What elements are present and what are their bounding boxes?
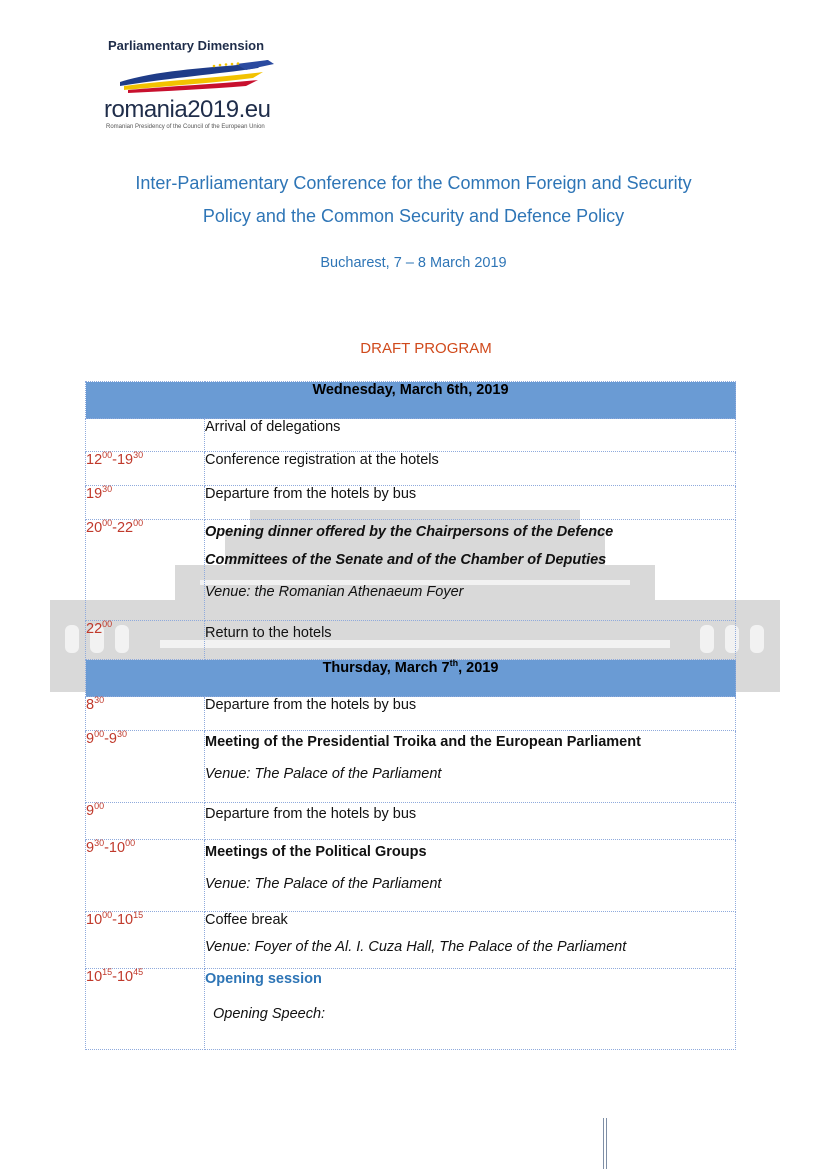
table-row (86, 486, 736, 520)
page-footer-divider (603, 1118, 607, 1169)
program-table (85, 381, 736, 1050)
day-header-row (86, 660, 736, 697)
event-cell (205, 912, 736, 969)
event-cell (205, 969, 736, 1050)
time-cell: $9^{00}$ (86, 803, 205, 840)
event-title: Meetings of the Political Groups (205, 844, 427, 860)
time-cell: $12^{00}-19^{30}$ (86, 452, 205, 486)
table-row (86, 520, 736, 621)
logo-main-text: romania2019.eu (104, 96, 271, 123)
opening-speech-label: Opening Speech: (213, 1006, 326, 1022)
day-header-row (86, 382, 736, 419)
event-cell (205, 731, 736, 803)
table-row (86, 912, 736, 969)
table-row (86, 621, 736, 660)
time-cell: $20^{00}-22^{00}$ (86, 520, 205, 621)
event-cell: Arrival of delegations (205, 419, 736, 452)
table-row (86, 969, 736, 1050)
event-cell (205, 520, 736, 621)
conference-title-line1: Inter-Parliamentary Conference for the Common Foreign and Security (135, 173, 692, 193)
table-row (86, 731, 736, 803)
table-row (86, 697, 736, 731)
event-cell (205, 840, 736, 912)
event-venue: Venue: The Palace of the Parliament (205, 766, 442, 782)
time-cell: $9^{00}-9^{30}$ (86, 731, 205, 803)
event-venue: Venue: Foyer of the Al. I. Cuza Hall, The Palace of the Parliament (205, 939, 627, 955)
event-title-line: Opening dinner offered by the Chairpersons of the Defence (205, 524, 614, 540)
table-row (86, 803, 736, 840)
conference-title-line2: Policy and the Common Security and Defence Policy (202, 206, 625, 226)
day-heading: Wednesday, March 6th, 2019 (86, 382, 736, 419)
table-row (86, 840, 736, 912)
time-cell: $22^{00}$ (86, 621, 205, 660)
flag-swoosh-icon (118, 58, 278, 94)
event-venue: Venue: the Romanian Athenaeum Foyer (205, 584, 464, 600)
conference-location-date: Bucharest, 7 – 8 March 2019 (320, 255, 507, 271)
table-row (86, 452, 736, 486)
event-cell: Departure from the hotels by bus (205, 486, 736, 520)
romania2019-logo (104, 36, 294, 132)
time-cell (86, 419, 205, 452)
event-title: Meeting of the Presidential Troika and the European Parliament (205, 734, 641, 750)
time-cell: $10^{15}-10^{45}$ (86, 969, 205, 1050)
time-cell: $8^{30}$ (86, 697, 205, 731)
logo-top-text: Parliamentary Dimension (108, 38, 265, 53)
event-cell: Return to the hotels (205, 621, 736, 660)
day-heading: Thursday, March 7th, 2019 (86, 660, 736, 697)
time-cell: $9^{30}-10^{00}$ (86, 840, 205, 912)
event-venue: Venue: The Palace of the Parliament (205, 876, 442, 892)
logo-sub-text: Romanian Presidency of the Council of the European Union (106, 124, 265, 130)
table-row (86, 419, 736, 452)
event-title: Opening session (205, 971, 322, 987)
draft-program-heading: DRAFT PROGRAM (360, 340, 492, 357)
event-cell: Departure from the hotels by bus (205, 803, 736, 840)
time-cell: $10^{00}-10^{15}$ (86, 912, 205, 969)
event-title: Coffee break (205, 912, 288, 928)
event-cell: Departure from the hotels by bus (205, 697, 736, 731)
event-cell: Conference registration at the hotels (205, 452, 736, 486)
time-cell: $19^{30}$ (86, 486, 205, 520)
event-title-line: Committees of the Senate and of the Chamber of Deputies (205, 552, 607, 568)
